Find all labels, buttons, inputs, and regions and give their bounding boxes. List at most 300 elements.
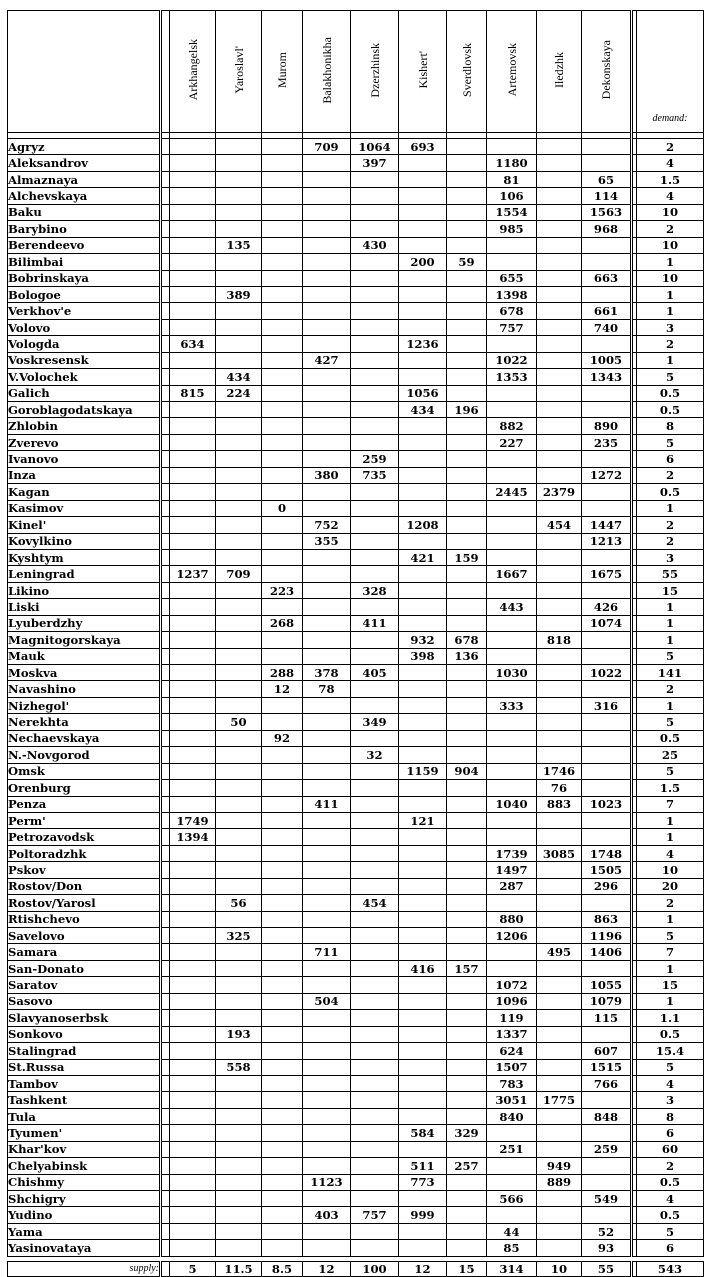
distance-cell <box>303 1075 351 1091</box>
table-row <box>8 1174 704 1190</box>
distance-cell <box>351 566 399 582</box>
distance-cell <box>537 681 582 697</box>
distance-cell <box>262 319 303 335</box>
table-row <box>8 829 704 845</box>
distance-cell <box>399 665 447 681</box>
distance-cell <box>262 352 303 368</box>
distance-cell <box>170 1108 216 1124</box>
distance-cell: 159 <box>447 549 487 565</box>
supply-label: supply: <box>8 1261 161 1276</box>
distance-cell <box>170 1043 216 1059</box>
distance-cell <box>262 960 303 976</box>
distance-cell <box>170 1174 216 1190</box>
demand-cell: 6 <box>637 451 704 467</box>
demand-cell: 15 <box>637 977 704 993</box>
distance-cell: 735 <box>351 467 399 483</box>
distance-cell <box>447 615 487 631</box>
distance-cell <box>582 254 632 270</box>
distance-cell <box>262 517 303 533</box>
distance-cell: 1398 <box>487 286 537 302</box>
distance-cell <box>303 911 351 927</box>
station-name: Yudino <box>8 1207 161 1223</box>
table-row <box>8 665 704 681</box>
distance-cell <box>170 237 216 253</box>
supply-cell: 55 <box>582 1261 632 1276</box>
distance-cell: 32 <box>351 747 399 763</box>
distance-cell: 0 <box>262 500 303 516</box>
station-name: Volovo <box>8 319 161 335</box>
distance-cell: 863 <box>582 911 632 927</box>
distance-cell <box>303 369 351 385</box>
distance-cell: 268 <box>262 615 303 631</box>
distance-cell: 1406 <box>582 944 632 960</box>
distance-cell <box>216 632 262 648</box>
distance-cell <box>447 155 487 171</box>
distance-cell: 2379 <box>537 484 582 500</box>
distance-cell <box>537 155 582 171</box>
demand-cell: 5 <box>637 1059 704 1075</box>
distance-cell: 434 <box>399 402 447 418</box>
distance-cell <box>216 862 262 878</box>
demand-cell: 1 <box>637 500 704 516</box>
distance-cell: 1180 <box>487 155 537 171</box>
demand-cell: 1.5 <box>637 171 704 187</box>
distance-cell <box>170 352 216 368</box>
distance-cell: 566 <box>487 1191 537 1207</box>
distance-cell: 93 <box>582 1240 632 1256</box>
distance-cell <box>216 270 262 286</box>
column-header: Arkhangelsk <box>170 11 216 133</box>
distance-cell <box>262 1158 303 1174</box>
distance-cell <box>351 402 399 418</box>
table-row <box>8 1223 704 1239</box>
distance-cell <box>487 944 537 960</box>
distance-cell <box>170 1092 216 1108</box>
station-name: Barybino <box>8 221 161 237</box>
distance-cell <box>487 500 537 516</box>
distance-cell <box>487 1158 537 1174</box>
total-supply: 543 <box>637 1261 704 1276</box>
distance-cell <box>487 402 537 418</box>
demand-cell: 20 <box>637 878 704 894</box>
station-name: Khar'kov <box>8 1141 161 1157</box>
distance-cell <box>487 747 537 763</box>
demand-cell: 2 <box>637 336 704 352</box>
distance-cell: 411 <box>351 615 399 631</box>
distance-cell <box>447 862 487 878</box>
distance-cell <box>399 862 447 878</box>
table-row <box>8 1191 704 1207</box>
distance-cell <box>399 878 447 894</box>
table-row <box>8 648 704 664</box>
distance-cell <box>216 1158 262 1174</box>
station-name: Baku <box>8 204 161 220</box>
station-name: Petrozavodsk <box>8 829 161 845</box>
distance-cell: 1206 <box>487 928 537 944</box>
distance-cell <box>399 911 447 927</box>
distance-cell <box>262 993 303 1009</box>
distance-cell: 757 <box>351 1207 399 1223</box>
distance-cell: 1159 <box>399 763 447 779</box>
distance-cell: 193 <box>216 1026 262 1042</box>
distance-cell <box>537 1059 582 1075</box>
distance-cell: 12 <box>262 681 303 697</box>
column-header: Artemovsk <box>487 11 537 133</box>
distance-cell <box>170 697 216 713</box>
distance-cell <box>537 829 582 845</box>
distance-cell <box>303 319 351 335</box>
distance-cell: 1022 <box>487 352 537 368</box>
distance-cell: 121 <box>399 812 447 828</box>
distance-cell <box>216 780 262 796</box>
supply-cell: 12 <box>303 1261 351 1276</box>
distance-cell <box>537 1223 582 1239</box>
distance-cell <box>537 1191 582 1207</box>
distance-cell <box>351 533 399 549</box>
table-row <box>8 221 704 237</box>
demand-cell: 1.5 <box>637 780 704 796</box>
distance-cell <box>582 730 632 746</box>
distance-cell <box>216 402 262 418</box>
distance-cell <box>537 500 582 516</box>
distance-cell <box>170 796 216 812</box>
distance-cell <box>582 402 632 418</box>
distance-cell <box>216 911 262 927</box>
distance-cell <box>399 1059 447 1075</box>
distance-cell: 3085 <box>537 845 582 861</box>
demand-cell: 2 <box>637 1158 704 1174</box>
distance-cell <box>537 254 582 270</box>
demand-cell: 3 <box>637 1092 704 1108</box>
distance-cell <box>447 1043 487 1059</box>
distance-cell <box>262 484 303 500</box>
distance-cell <box>582 484 632 500</box>
distance-cell: 1005 <box>582 352 632 368</box>
distance-cell <box>216 517 262 533</box>
distance-cell: 1343 <box>582 369 632 385</box>
distance-cell <box>170 1010 216 1026</box>
distance-cell <box>487 714 537 730</box>
distance-cell <box>303 549 351 565</box>
distance-cell: 1074 <box>582 615 632 631</box>
distance-cell <box>399 796 447 812</box>
corner-cell <box>8 11 161 133</box>
table-row <box>8 237 704 253</box>
distance-cell <box>399 188 447 204</box>
table-row <box>8 763 704 779</box>
table-row <box>8 599 704 615</box>
distance-cell <box>170 1075 216 1091</box>
distance-cell: 287 <box>487 878 537 894</box>
distance-cell <box>351 1174 399 1190</box>
distance-cell: 711 <box>303 944 351 960</box>
distance-cell <box>216 139 262 155</box>
distance-cell <box>216 697 262 713</box>
distance-cell <box>170 155 216 171</box>
demand-cell: 0.5 <box>637 1207 704 1223</box>
distance-cell <box>351 500 399 516</box>
distance-cell: 1213 <box>582 533 632 549</box>
table-row <box>8 270 704 286</box>
distance-cell: 1337 <box>487 1026 537 1042</box>
distance-cell: 1748 <box>582 845 632 861</box>
distance-cell <box>447 139 487 155</box>
station-name: Nerekhta <box>8 714 161 730</box>
station-name: Leningrad <box>8 566 161 582</box>
distance-cell <box>216 303 262 319</box>
distance-cell <box>487 1174 537 1190</box>
distance-cell: 678 <box>487 303 537 319</box>
distance-cell <box>303 599 351 615</box>
distance-cell <box>170 895 216 911</box>
distance-cell <box>399 418 447 434</box>
distance-cell <box>447 1108 487 1124</box>
distance-cell <box>216 1223 262 1239</box>
table-row <box>8 1207 704 1223</box>
distance-cell: 840 <box>487 1108 537 1124</box>
distance-cell <box>216 319 262 335</box>
distance-cell <box>399 730 447 746</box>
distance-cell <box>399 434 447 450</box>
table-row <box>8 1125 704 1141</box>
distance-cell <box>447 566 487 582</box>
table-row <box>8 418 704 434</box>
distance-cell <box>447 928 487 944</box>
distance-cell: 200 <box>399 254 447 270</box>
distance-cell <box>537 1075 582 1091</box>
distance-cell <box>262 1059 303 1075</box>
distance-cell <box>487 648 537 664</box>
distance-cell <box>399 993 447 1009</box>
distance-cell <box>447 944 487 960</box>
station-name: Sasovo <box>8 993 161 1009</box>
distance-cell: 328 <box>351 582 399 598</box>
distance-cell <box>582 1174 632 1190</box>
distance-cell: 397 <box>351 155 399 171</box>
distance-cell <box>262 566 303 582</box>
distance-cell <box>170 977 216 993</box>
distance-cell <box>303 418 351 434</box>
distance-cell: 1675 <box>582 566 632 582</box>
station-name: Voskresensk <box>8 352 161 368</box>
table-row <box>8 434 704 450</box>
distance-cell <box>447 780 487 796</box>
distance-cell <box>399 1191 447 1207</box>
distance-cell: 355 <box>303 533 351 549</box>
supply-cell: 11.5 <box>216 1261 262 1276</box>
distance-cell <box>216 1075 262 1091</box>
distance-cell <box>447 237 487 253</box>
distance-cell <box>447 977 487 993</box>
distance-cell <box>351 1092 399 1108</box>
distance-cell <box>170 171 216 187</box>
distance-cell <box>303 1223 351 1239</box>
distance-cell <box>399 451 447 467</box>
demand-cell: 2 <box>637 895 704 911</box>
distance-cell <box>170 862 216 878</box>
distance-cell <box>487 533 537 549</box>
distance-cell <box>537 418 582 434</box>
distance-cell <box>351 829 399 845</box>
distance-cell: 882 <box>487 418 537 434</box>
distance-cell <box>216 1125 262 1141</box>
distance-cell <box>487 385 537 401</box>
distance-cell <box>216 599 262 615</box>
distance-cell <box>170 204 216 220</box>
distance-cell <box>262 1207 303 1223</box>
distance-cell: 663 <box>582 270 632 286</box>
supply-cell: 5 <box>170 1261 216 1276</box>
distance-cell: 1667 <box>487 566 537 582</box>
station-name: Inza <box>8 467 161 483</box>
distance-cell <box>170 434 216 450</box>
distance-cell <box>399 1141 447 1157</box>
table-row <box>8 1158 704 1174</box>
distance-cell <box>447 434 487 450</box>
distance-cell <box>582 385 632 401</box>
distance-cell: 1353 <box>487 369 537 385</box>
distance-cell <box>170 730 216 746</box>
distance-cell <box>447 697 487 713</box>
column-header: Iledzhk <box>537 11 582 133</box>
distance-cell <box>399 681 447 697</box>
distance-cell <box>351 599 399 615</box>
demand-cell: 15.4 <box>637 1043 704 1059</box>
distance-cell: 196 <box>447 402 487 418</box>
station-name: Saratov <box>8 977 161 993</box>
distance-cell <box>582 451 632 467</box>
distance-cell <box>216 352 262 368</box>
distance-cell <box>582 139 632 155</box>
distance-cell <box>262 1043 303 1059</box>
distance-cell <box>303 500 351 516</box>
distance-cell <box>303 1059 351 1075</box>
distance-cell: 349 <box>351 714 399 730</box>
distance-cell <box>170 1240 216 1256</box>
distance-cell <box>537 139 582 155</box>
distance-cell: 848 <box>582 1108 632 1124</box>
distance-cell <box>216 254 262 270</box>
distance-cell <box>537 960 582 976</box>
distance-cell <box>447 599 487 615</box>
distance-cell <box>216 1108 262 1124</box>
demand-cell: 0.5 <box>637 1174 704 1190</box>
distance-cell <box>216 500 262 516</box>
distance-cell <box>303 812 351 828</box>
distance-cell: 235 <box>582 434 632 450</box>
distance-cell <box>216 171 262 187</box>
distance-cell <box>351 385 399 401</box>
distance-cell <box>351 1043 399 1059</box>
distance-cell <box>487 451 537 467</box>
distance-cell <box>262 1026 303 1042</box>
distance-cell <box>262 139 303 155</box>
distance-cell <box>351 928 399 944</box>
distance-cell <box>537 221 582 237</box>
column-header: Dzerzhinsk <box>351 11 399 133</box>
station-name: Aleksandrov <box>8 155 161 171</box>
distance-cell <box>262 944 303 960</box>
distance-cell <box>216 812 262 828</box>
distance-cell <box>262 747 303 763</box>
distance-cell <box>399 944 447 960</box>
demand-cell: 1 <box>637 632 704 648</box>
distance-cell: 1749 <box>170 812 216 828</box>
distance-cell: 223 <box>262 582 303 598</box>
distance-cell: 52 <box>582 1223 632 1239</box>
supply-cell: 10 <box>537 1261 582 1276</box>
distance-cell <box>170 286 216 302</box>
distance-cell: 115 <box>582 1010 632 1026</box>
distance-cell <box>582 237 632 253</box>
distance-cell <box>399 533 447 549</box>
station-name: Likino <box>8 582 161 598</box>
distance-cell <box>170 714 216 730</box>
distance-cell <box>170 845 216 861</box>
distance-cell <box>537 434 582 450</box>
table-row <box>8 993 704 1009</box>
station-name: Navashino <box>8 681 161 697</box>
distance-cell: 1272 <box>582 467 632 483</box>
distance-cell: 81 <box>487 171 537 187</box>
demand-cell: 4 <box>637 188 704 204</box>
distance-cell <box>262 336 303 352</box>
demand-cell: 8 <box>637 1108 704 1124</box>
distance-cell <box>216 155 262 171</box>
station-name: Samara <box>8 944 161 960</box>
distance-cell <box>447 681 487 697</box>
distance-cell <box>487 780 537 796</box>
station-name: Kasimov <box>8 500 161 516</box>
demand-cell: 1 <box>637 303 704 319</box>
demand-cell: 5 <box>637 648 704 664</box>
distance-cell <box>582 763 632 779</box>
table-row <box>8 204 704 220</box>
distance-cell <box>170 517 216 533</box>
distance-cell <box>216 960 262 976</box>
distance-cell <box>303 171 351 187</box>
distance-cell <box>216 484 262 500</box>
distance-cell <box>351 1223 399 1239</box>
distance-cell <box>262 1191 303 1207</box>
distance-cell <box>262 1075 303 1091</box>
distance-cell <box>216 188 262 204</box>
distance-cell <box>399 369 447 385</box>
distance-cell <box>487 1207 537 1223</box>
distance-cell <box>262 221 303 237</box>
distance-cell: 76 <box>537 780 582 796</box>
distance-cell <box>351 1240 399 1256</box>
distance-cell <box>447 319 487 335</box>
station-name: Ivanovo <box>8 451 161 467</box>
distance-cell <box>399 352 447 368</box>
table-row <box>8 730 704 746</box>
distance-cell: 1507 <box>487 1059 537 1075</box>
demand-cell: 4 <box>637 1191 704 1207</box>
demand-cell: 1 <box>637 599 704 615</box>
distance-cell: 1563 <box>582 204 632 220</box>
distance-cell <box>447 1191 487 1207</box>
station-name: Slavyanoserbsk <box>8 1010 161 1026</box>
distance-cell <box>447 517 487 533</box>
distance-cell <box>487 467 537 483</box>
distance-cell: 757 <box>487 319 537 335</box>
distance-cell <box>487 549 537 565</box>
table-row <box>8 286 704 302</box>
distance-cell <box>303 237 351 253</box>
distance-cell <box>582 286 632 302</box>
distance-cell <box>351 254 399 270</box>
